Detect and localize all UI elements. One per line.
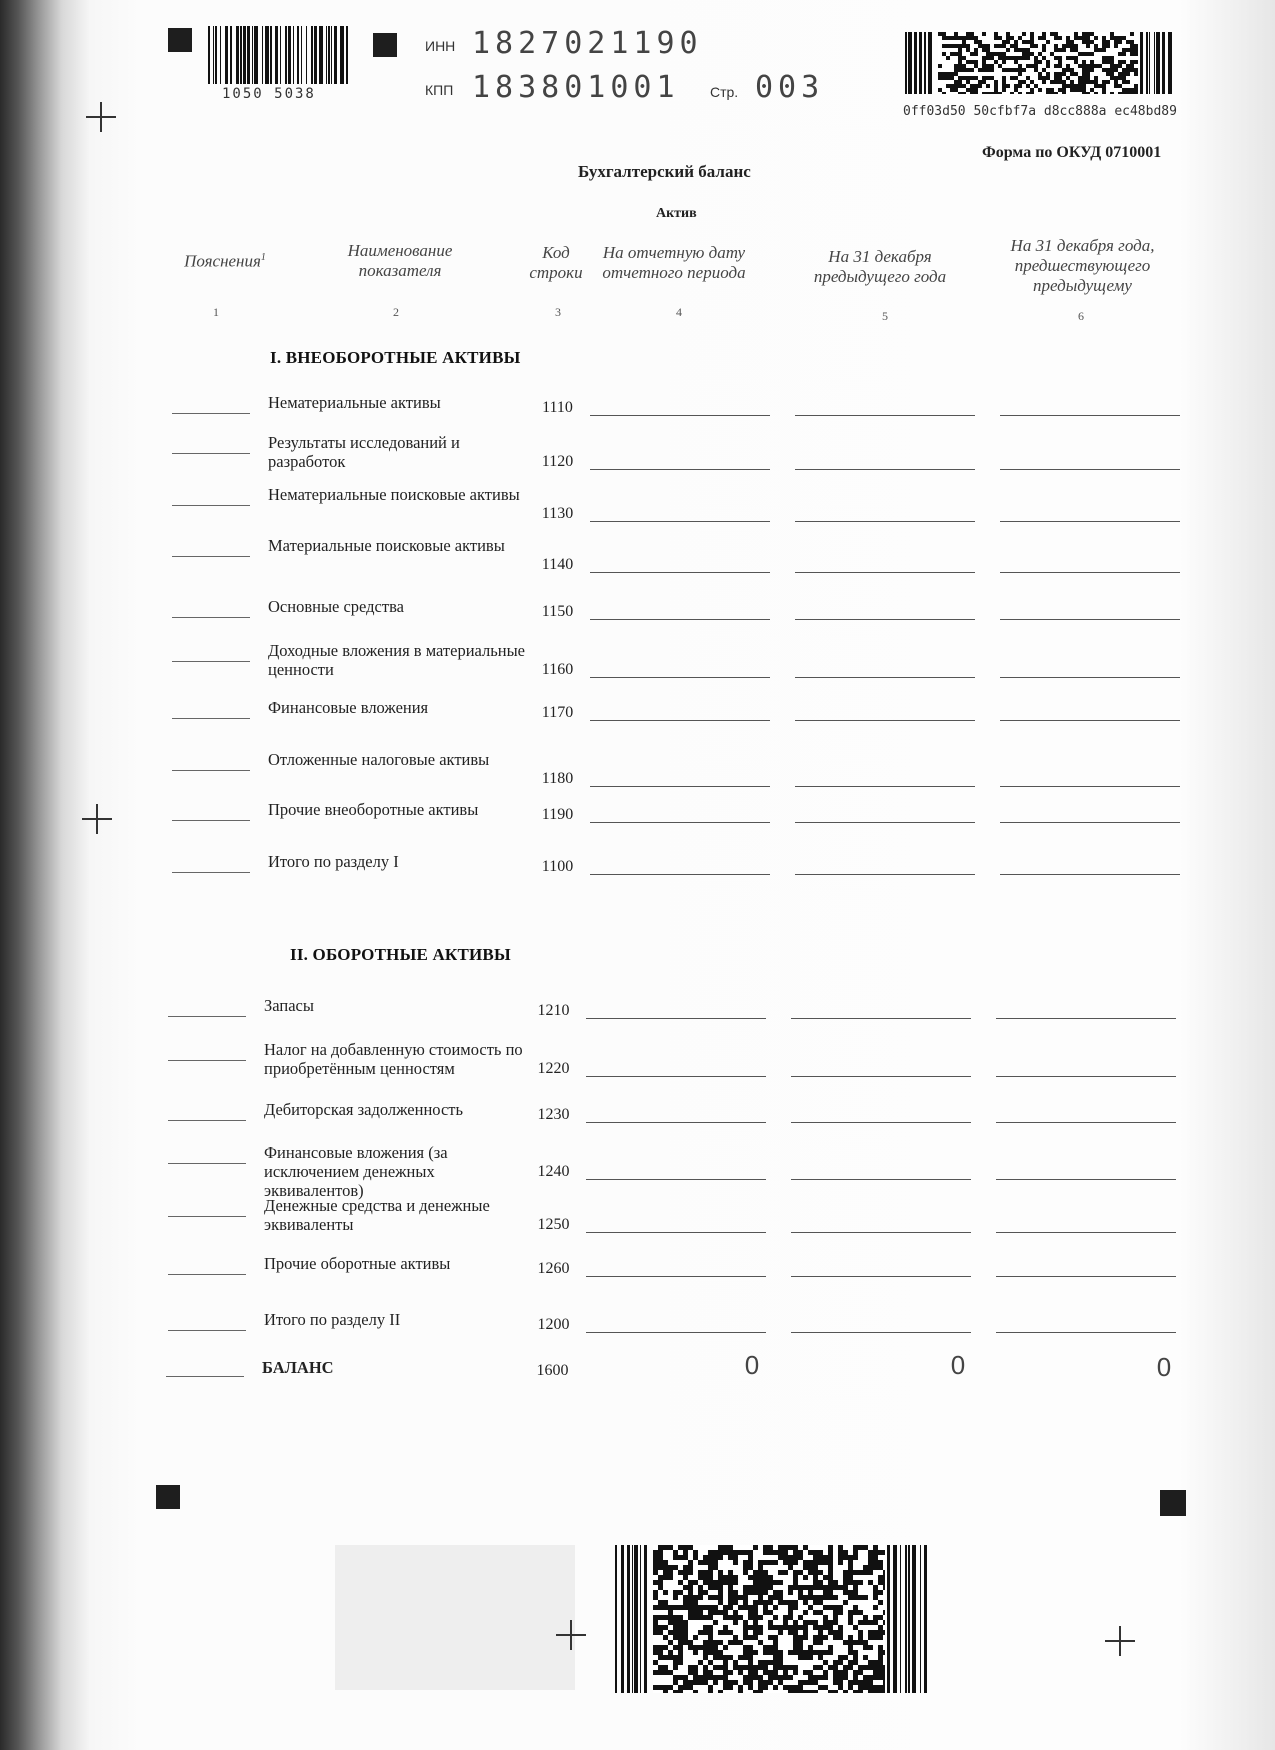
balance-row	[0, 1350, 1275, 1402]
section-title: II. ОБОРОТНЫЕ АКТИВЫ	[290, 945, 511, 964]
table-row	[0, 800, 1275, 846]
value-line-prev-year[interactable]	[795, 521, 975, 522]
registration-mark	[373, 33, 397, 57]
page-label: Стр.	[710, 84, 739, 100]
row-label: Нематериальные поисковые активы	[268, 485, 520, 504]
inn-label: ИНН	[425, 38, 456, 54]
row-code: 1160	[541, 661, 574, 678]
column-number: 4	[676, 305, 682, 319]
row-code: 1130	[541, 505, 574, 522]
kpp-label: КПП	[425, 82, 454, 98]
column-number: 1	[213, 305, 219, 319]
row-label: БАЛАНС	[262, 1358, 334, 1377]
value-line-current[interactable]	[586, 1179, 766, 1180]
value-line-current[interactable]	[586, 1122, 766, 1123]
registration-mark	[1160, 1490, 1186, 1516]
notes-line	[172, 505, 250, 506]
scan-smudge	[335, 1545, 575, 1690]
value-line-prev-year[interactable]	[791, 1232, 971, 1233]
notes-line	[172, 453, 250, 454]
footnote-mark: 1	[260, 252, 266, 263]
form-subtitle: Актив	[656, 206, 697, 221]
value-line-prev-prev-year[interactable]	[996, 1276, 1176, 1277]
table-row	[0, 1100, 1275, 1146]
pdf417-right-guard	[887, 1545, 927, 1693]
value-line-current[interactable]	[590, 874, 770, 875]
value-line-current[interactable]	[586, 1332, 766, 1333]
value-line-current[interactable]	[586, 1076, 766, 1077]
value-line-prev-year[interactable]	[791, 1332, 971, 1333]
value-line-prev-year[interactable]	[791, 1122, 971, 1123]
value-line-prev-prev-year[interactable]	[1000, 677, 1180, 678]
notes-line	[172, 556, 250, 557]
value-line-current[interactable]	[590, 822, 770, 823]
value-line-prev-year[interactable]	[795, 469, 975, 470]
notes-line	[168, 1016, 246, 1017]
column-number: 3	[555, 305, 561, 319]
table-row	[0, 750, 1275, 796]
row-label: Налог на добавленную стоимость по приобретённым ценностям	[264, 1040, 523, 1078]
barcode-number: 1050 5038	[222, 86, 316, 102]
value-line-prev-prev-year[interactable]	[1000, 415, 1180, 416]
table-row	[0, 641, 1275, 687]
value-line-prev-prev-year[interactable]	[1000, 469, 1180, 470]
row-code: 1220	[537, 1060, 570, 1077]
value-line-prev-prev-year[interactable]	[1000, 619, 1180, 620]
value-line-current[interactable]	[590, 469, 770, 470]
notes-line	[168, 1060, 246, 1061]
registration-mark	[168, 28, 192, 52]
pdf417-left-guard	[905, 32, 935, 94]
linear-barcode	[208, 26, 348, 84]
column-header-current: На отчетную дату отчетного периода	[602, 243, 746, 282]
value-line-prev-prev-year[interactable]	[1000, 874, 1180, 875]
row-label: Нематериальные активы	[268, 393, 441, 412]
crosshair-mark-icon	[86, 102, 116, 132]
value-line-prev-year[interactable]	[795, 874, 975, 875]
row-code: 1150	[541, 603, 574, 620]
value-line-prev-prev-year[interactable]	[996, 1076, 1176, 1077]
value-line-prev-prev-year[interactable]	[996, 1332, 1176, 1333]
column-header-name: Наименование показателя	[347, 241, 453, 280]
notes-line	[172, 718, 250, 719]
column-number: 6	[1078, 309, 1084, 323]
row-label: Запасы	[264, 996, 314, 1015]
row-code: 1600	[536, 1362, 569, 1379]
value-line-prev-prev-year[interactable]	[1000, 521, 1180, 522]
value-line-prev-year[interactable]	[795, 572, 975, 573]
row-label: Денежные средства и денежные эквиваленты	[264, 1196, 490, 1234]
value-line-prev-year[interactable]	[795, 415, 975, 416]
column-number: 2	[393, 305, 399, 319]
table-row	[0, 996, 1275, 1042]
row-code: 1190	[541, 806, 574, 823]
value-line-current[interactable]	[590, 720, 770, 721]
row-label: Отложенные налоговые активы	[268, 750, 490, 769]
form-title: Бухгалтерский баланс	[578, 162, 751, 181]
okud-form-code: Форма по ОКУД 0710001	[982, 144, 1162, 161]
notes-line	[172, 661, 250, 662]
value-line-prev-prev-year[interactable]	[1000, 572, 1180, 573]
kpp-value: 183801001	[472, 70, 680, 105]
row-code: 1120	[541, 453, 574, 470]
table-row	[0, 1040, 1275, 1086]
row-label: Дебиторская задолженность	[264, 1100, 464, 1119]
value-line-prev-prev-year[interactable]	[996, 1179, 1176, 1180]
row-label: Доходные вложения в материальные ценности	[268, 641, 525, 679]
row-label: Финансовые вложения (за исключением денежных эквивалентов)	[264, 1143, 448, 1200]
page-value: 003	[755, 70, 825, 105]
value-line-prev-year[interactable]	[795, 822, 975, 823]
row-label: Основные средства	[268, 597, 404, 616]
notes-line	[168, 1330, 246, 1331]
row-code: 1110	[542, 399, 573, 416]
table-row	[0, 1310, 1275, 1356]
row-code: 1260	[537, 1260, 570, 1277]
notes-line	[172, 413, 250, 414]
hash-code: 0ff03d50 50cfbf7a d8cc888a ec48bd89	[903, 104, 1177, 119]
table-row	[0, 485, 1275, 531]
pdf417-barcode	[938, 32, 1138, 94]
notes-line	[168, 1274, 246, 1275]
row-code: 1170	[541, 704, 574, 721]
value-line-current[interactable]	[590, 786, 770, 787]
crosshair-mark-icon	[82, 804, 112, 834]
value-line-prev-prev-year[interactable]	[996, 1018, 1176, 1019]
inn-value: 1827021190	[472, 26, 703, 61]
row-code: 1100	[541, 858, 574, 875]
value-line-current[interactable]	[590, 415, 770, 416]
row-label: Материальные поисковые активы	[268, 536, 505, 555]
value-line-prev-year[interactable]	[791, 1018, 971, 1019]
value-line-prev-prev-year[interactable]	[1000, 822, 1180, 823]
row-label: Финансовые вложения	[268, 698, 429, 717]
table-row	[0, 536, 1275, 582]
value-line-prev-prev-year[interactable]	[996, 1122, 1176, 1123]
notes-line	[172, 770, 250, 771]
value-line-current[interactable]	[586, 1018, 766, 1019]
balance-value-current: 0	[744, 1350, 760, 1380]
notes-line	[168, 1163, 246, 1164]
value-line-prev-prev-year[interactable]	[1000, 720, 1180, 721]
notes-line	[168, 1216, 246, 1217]
notes-line	[172, 820, 250, 821]
row-code: 1230	[537, 1106, 570, 1123]
table-row	[0, 698, 1275, 744]
value-line-prev-year[interactable]	[791, 1076, 971, 1077]
row-code: 1250	[537, 1216, 570, 1233]
table-row	[0, 1196, 1275, 1242]
notes-line	[168, 1120, 246, 1121]
row-code: 1140	[541, 556, 574, 573]
value-line-current[interactable]	[590, 677, 770, 678]
value-line-prev-year[interactable]	[795, 619, 975, 620]
section-title: I. ВНЕОБОРОТНЫЕ АКТИВЫ	[270, 348, 521, 367]
notes-line	[172, 617, 250, 618]
value-line-prev-year[interactable]	[791, 1276, 971, 1277]
value-line-current[interactable]	[586, 1276, 766, 1277]
value-line-prev-prev-year[interactable]	[996, 1232, 1176, 1233]
row-label: Итого по разделу I	[268, 852, 399, 871]
table-row	[0, 1254, 1275, 1300]
column-header-prev-year: На 31 декабря предыдущего года	[813, 247, 947, 286]
column-header-prev-prev-year: На 31 декабря года, предшествующего предыдущему	[1010, 236, 1155, 295]
table-row	[0, 1143, 1275, 1200]
pdf417-right-guard	[1140, 32, 1172, 94]
row-label: Прочие оборотные активы	[264, 1254, 451, 1273]
value-line-current[interactable]	[590, 572, 770, 573]
balance-value-prev-prev-year: 0	[1156, 1352, 1172, 1382]
value-line-prev-year[interactable]	[795, 677, 975, 678]
registration-mark	[156, 1485, 180, 1509]
value-line-prev-prev-year[interactable]	[1000, 786, 1180, 787]
notes-line	[166, 1376, 244, 1377]
crosshair-mark-icon	[556, 1620, 586, 1650]
table-row	[0, 597, 1275, 643]
row-code: 1200	[537, 1316, 570, 1333]
value-line-current[interactable]	[590, 521, 770, 522]
row-code: 1180	[541, 770, 574, 787]
column-header-code: Код строки	[529, 243, 583, 282]
value-line-prev-year[interactable]	[795, 786, 975, 787]
table-row	[0, 852, 1275, 898]
value-line-prev-year[interactable]	[795, 720, 975, 721]
column-header-notes-label: Пояснения	[184, 251, 261, 271]
row-label: Прочие внеоборотные активы	[268, 800, 479, 819]
crosshair-mark-icon	[1105, 1626, 1135, 1656]
column-number: 5	[882, 309, 888, 323]
row-code: 1240	[537, 1163, 570, 1180]
value-line-current[interactable]	[590, 619, 770, 620]
row-label: Результаты исследований и разработок	[268, 433, 460, 471]
pdf417-left-guard	[615, 1545, 651, 1693]
table-row	[0, 433, 1275, 479]
notes-line	[172, 872, 250, 873]
row-code: 1210	[537, 1002, 570, 1019]
column-header-notes	[175, 248, 275, 272]
value-line-current[interactable]	[586, 1232, 766, 1233]
value-line-prev-year[interactable]	[791, 1179, 971, 1180]
balance-value-prev-year: 0	[950, 1350, 966, 1380]
pdf417-barcode	[653, 1545, 885, 1693]
row-label: Итого по разделу II	[264, 1310, 401, 1329]
